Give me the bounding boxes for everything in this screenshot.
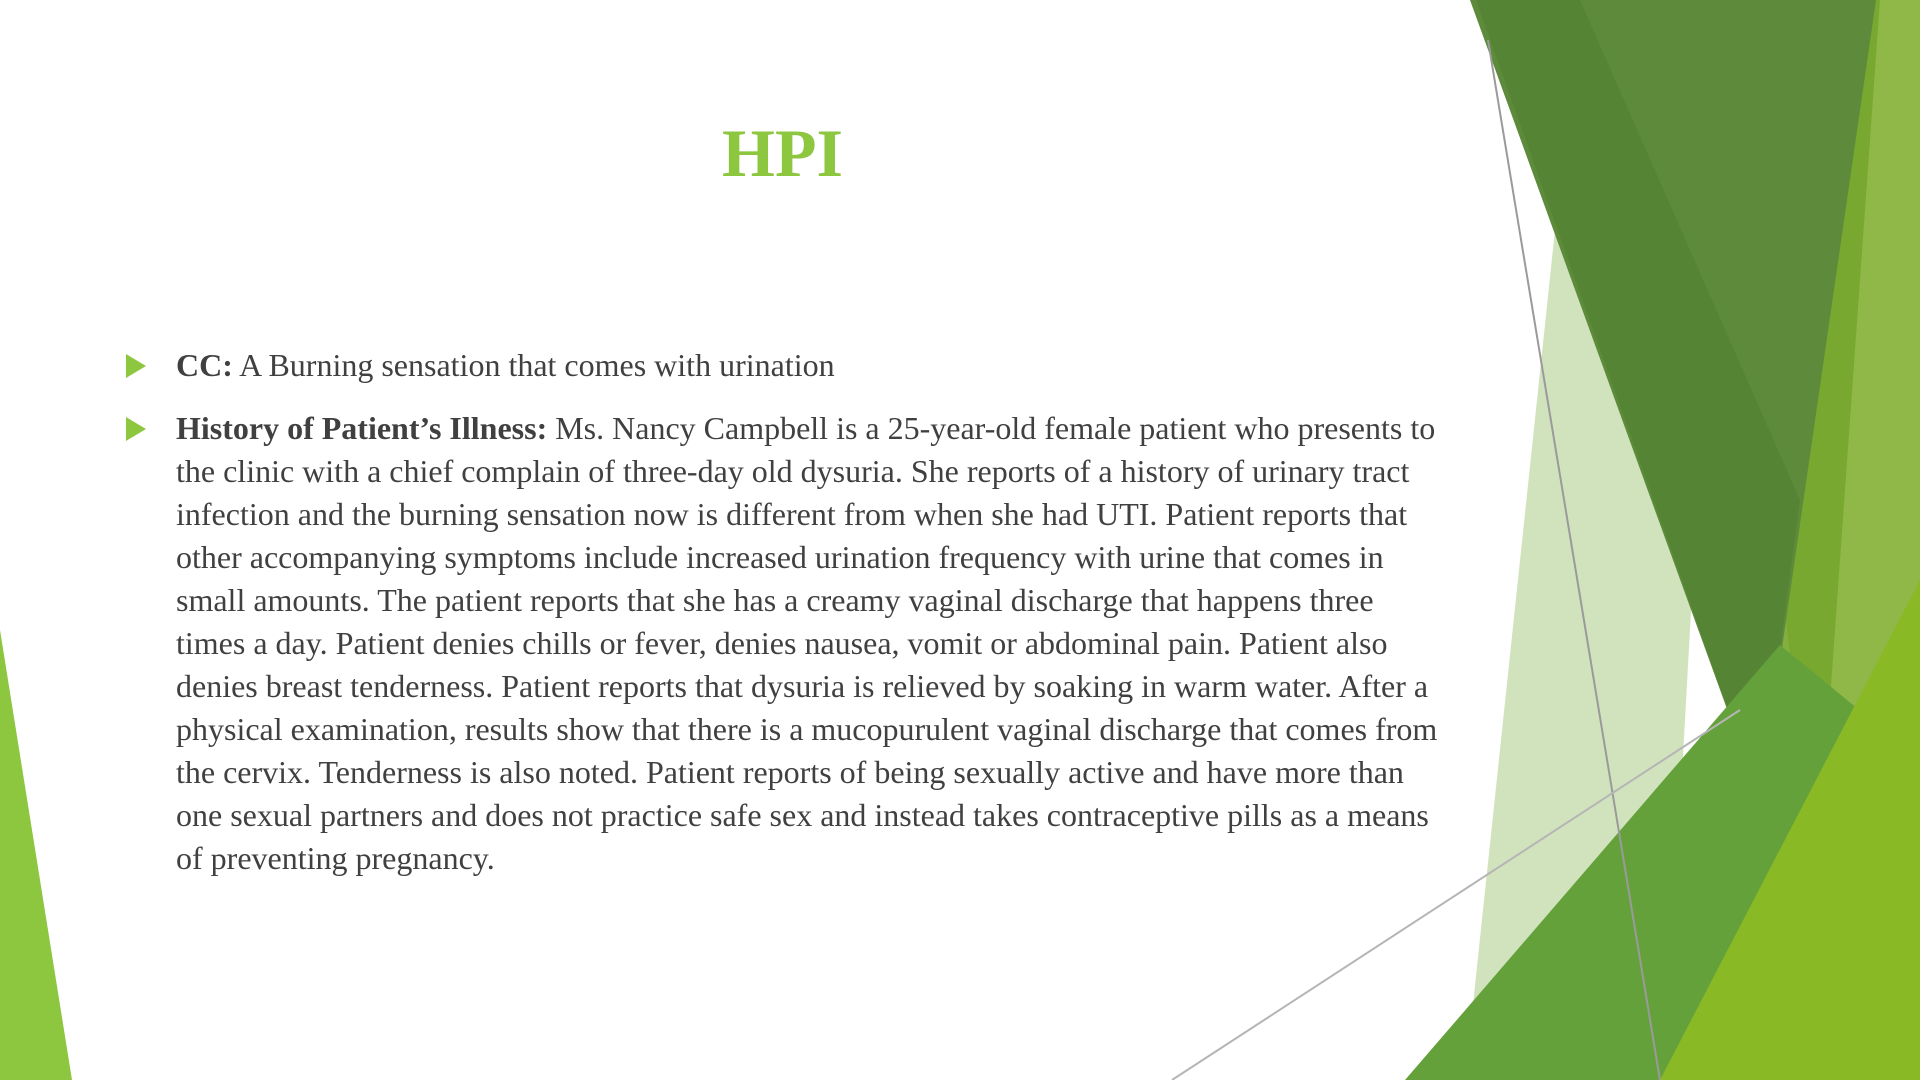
left-accent-shape — [0, 630, 72, 1080]
bullet-label: CC: — [176, 347, 233, 383]
bullet-chief-complaint — [120, 344, 1450, 387]
bullet-text: A Burning sensation that comes with urination — [239, 347, 835, 383]
slide-title: HPI — [722, 115, 843, 191]
bullet-label: History of Patient’s Illness: — [176, 410, 548, 446]
triangle-right-icon — [126, 354, 146, 378]
triangle-right-icon — [126, 417, 146, 441]
bullet-list — [120, 344, 1450, 880]
bullet-text: Ms. Nancy Campbell is a 25-year-old female patient who presents to the clinic with a chief complain of three-day old dysuria. She reports of a history of urinary tract infection and the burning sensation now is different from when she had UTI. Patient reports that other accompanying symptoms include increased urination frequency with urine that comes in small amounts. The patient reports that she has a creamy vaginal discharge that happens three times a day. Patient denies chills or fever, denies nausea, vomit or abdominal pain. Patient also denies breast tenderness. Patient reports that dysuria is relieved by soaking in warm water. After a physical examination, results show that there is a mucopurulent vaginal discharge that comes from the cervix. Tenderness is also noted. Patient reports of being sexually active and have more than one sexual partners and does not practice safe sex and instead takes contraceptive pills as a means of preventing pregnancy. — [176, 410, 1438, 876]
bullet-history-of-illness — [120, 407, 1450, 880]
